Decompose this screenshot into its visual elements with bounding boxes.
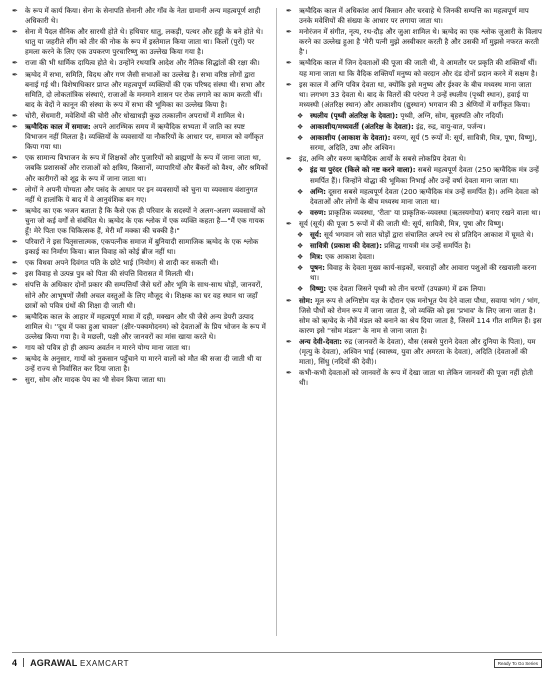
left-column [12, 6, 268, 638]
list-item [286, 154, 542, 164]
quill-bullet-icon: ✒ [12, 7, 18, 15]
sub-list-item-text: विष्णु: एक देवता जिसने पृथ्वी को तीन चरणों (उपक्रम) में ढक लिया। [310, 284, 486, 294]
quill-bullet-icon: ✒ [286, 59, 292, 68]
quill-bullet-icon: ✒ [12, 206, 18, 215]
sub-list-item [286, 263, 542, 283]
quill-bullet-icon: ✒ [12, 312, 18, 321]
list-item [12, 70, 268, 110]
sub-list-item [286, 133, 542, 153]
list-item-text: राजा की भी धार्मिक दायित्व होते थे। उन्होंने रथयात्रि आदेश और नैतिक सिद्धांतों की रक्षा की। [25, 58, 260, 68]
list-item-text: ऋग्वेद में सभा, समिति, विदथ और गण जैसी सभाओं का उल्लेख है। सभा वरिष्ठ लोगों द्वारा बनाई गई थी। विशेषाधिकार प्राप्त और महत्वपूर्ण व्यक्तियों की एक परिषद संस्था थी। सभा और समिति, दो लोकतांत्रिक संस्थाएं, राजाओं के मनमाने शासन पर रोक लगाने का काम करती थीं। बाद के वेदों ने कानून की संस्था के रूप में सभा की भूमिका का उल्लेख किया है। [25, 69, 265, 109]
list-item-text: एक विधवा अपने दिवंगत पति के छोटे भाई (नियोग) से शादी कर सकती थी। [25, 258, 219, 268]
list-item [286, 58, 542, 78]
quill-bullet-icon: ✒ [12, 154, 18, 163]
list-item-text: सेना में पैदल सैनिक और सारथी होते थे। हथियार धातु, लकड़ी, पत्थर और हड्डी के बने होते थे। धातु या जहरीले सींग को तीर की नोक के रूप में इस्तेमाल किया जाता था। किलों (पुरों) पर हमला करने के लिए एक उपकरण पुरचारिष्णु का उल्लेख किया गया है। [25, 27, 264, 57]
diamond-bullet-icon: ❖ [297, 187, 304, 196]
sub-list-item-text: मित्र: एक आकाश देवता। [310, 252, 375, 262]
diamond-bullet-icon: ❖ [297, 208, 304, 217]
quill-bullet-icon: ✒ [12, 28, 18, 37]
list-item-text: अन्य देवी-देवता: रुद्र (जानवरों के देवता), यौस (सबसे पुराने देवता और दुनिया के पिता), यम (मृत्यु के देवता), अश्विन भाई (स्वास्थ्य, युवा और अमरता के देवता), अदिति (देवताओं की माता), सिंधु (नदियों की देवी)। [299, 336, 536, 367]
quill-bullet-icon: ✒ [286, 219, 292, 228]
list-item-text: चोरी, सेंधमारी, मवेशियों की चोरी और धोखाधड़ी कुछ तत्कालीन अपराधों में शामिल थे। [25, 110, 245, 120]
sub-list-item [286, 208, 542, 218]
diamond-bullet-icon: ❖ [297, 123, 304, 132]
list-item [12, 280, 268, 310]
quill-bullet-icon: ✒ [286, 296, 292, 305]
quill-bullet-icon: ✒ [12, 270, 18, 279]
quill-bullet-icon: ✒ [286, 369, 292, 378]
list-item-text: ऋग्वेद के अनुसार, गायों को नुकसान पहुँचाने या मारने वालों को मौत की सजा दी जाती थी या उन्हें राज्य से निर्वासित कर दिया जाता है। [25, 354, 262, 374]
list-item-text: लोगों ने अपनी योग्यता और पसंद के आधार पर इन व्यवसायों को चुना या व्यवसाय वंशानुगत नहीं थे हालांकि ये बाद में वे आनुवंशिक बन गए। [25, 184, 258, 204]
quill-bullet-icon: ✒ [286, 28, 292, 37]
list-item [12, 122, 268, 152]
quill-bullet-icon: ✒ [12, 259, 18, 268]
list-item-text: मनोरंजन में संगीत, नृत्य, रथ-दौड़ और जुआ शामिल थे। ऋग्वेद का एक श्लोक जुआरी के विलाप करने का उल्लेख हुआ है 'मेरी पत्नी मुझे अस्वीकार करती है और उसकी माँ मुझसे नफरत करती है'। [299, 27, 542, 57]
list-item-text: ऋग्वैदिक काल में अधिकांश आर्य किसान और चरवाहे थे जिनकी सम्पत्ति का महत्वपूर्ण माप उनके मवेशियों की संख्या के आधार पर लगाया जाता था। [299, 6, 529, 26]
list-item [12, 312, 268, 342]
list-item-text: संपत्ति के अधिकार दोनों प्रकार की सम्पत्तियाँ जैसे घरों और भूमि के साथ-साथ घोड़ों, जानवरों, सोने और आभूषणों जैसी अचल वस्तुओं के लिए मौजूद थे। शिक्षक का घर वह स्थान था जहाँ छात्रों को पवित्र ग्रंथों की शिक्षा दी जाती थी। [25, 280, 263, 310]
list-item [12, 185, 268, 205]
sub-list-item [286, 284, 542, 294]
sub-list-item [286, 187, 542, 207]
list-item [286, 296, 542, 336]
list-item-text: सोम: मूल रूप से अग्निष्टोम यज्ञ के दौरान एक मनोभूत पेय देने वाला पौधा, सवाया भांग / भांग, जिसे पौधों को रोमन रूप में जाना जाता है, जो व्यक्ति को इस 'प्रभाव' के लिए जाना जाता है। सोम को ऋग्वेद के नौवें मंडल को बनाने का श्रेय दिया जाता है, जिसमें 114 गीत शामिल हैं। इस कारण इसे ''सोम मंडल'' के नाम से जाना जाता है। [299, 295, 542, 335]
list-item-text: ऋग्वैदिक काल में जिन देवताओं की पूजा की जाती थी, वे आमतौर पर प्रकृति की शक्तियाँ थीं। यह माना जाता था कि वैदिक शक्तियाँ मनुष्य को वरदान और दंड दोनों प्रदान करने में सक्षम है। [299, 58, 538, 78]
list-item [286, 80, 542, 110]
quill-bullet-icon: ✒ [12, 185, 18, 194]
quill-bullet-icon: ✒ [12, 355, 18, 364]
diamond-bullet-icon: ❖ [297, 111, 304, 120]
list-item-text: इस काल में अग्नि पवित्र देवता था, क्योंकि इसे मनुष्य और ईश्वर के बीच मध्यस्थ माना जाता था। लगभग 33 देवता थे। बाद के वितरों की परंपरा ने उन्हें स्थलीय (पृथ्वी स्थान), हवाई या मध्यस्थी (अंतरिक्ष स्थान) और आकाशीय (द्युस्थान) भगवान की 3 श्रेणियों में वर्गीकृत किया। [299, 79, 532, 109]
sub-list-item-text: अग्नि: दूसरा सबसे महत्वपूर्ण देवता (200 ऋग्वैदिक मंत्र उन्हें समर्पित है)। अग्नि देवता को देवताओं और लोगों के बीच मध्यस्थ माना जाता था। [310, 186, 539, 206]
list-item [286, 6, 542, 26]
footer-separator: | [22, 658, 26, 668]
list-item-text: परिवारों ने इस पितृसत्तात्मक, एकपत्नीक समाज में बुनियादी सामाजिक ऋग्वेद के एक श्लोक इकाई का निर्माण किया। बाल विवाह को कोई ब्रीज नहीं था। [25, 237, 259, 257]
quill-bullet-icon: ✒ [12, 111, 18, 120]
list-item-text: गाय को पवित्र हो ही अघन्य अवर्तन न मारने योग्य माना जाता था। [25, 343, 191, 352]
diamond-bullet-icon: ❖ [297, 166, 304, 175]
column-divider [276, 8, 277, 636]
list-item [12, 153, 268, 183]
list-item-text: ऋग्वैदिक काल में समाज: अपने आरम्भिक समय में ऋग्वैदिक सभ्यता में जाति का स्पष्ट विभाजन नहीं मिलता है। व्यक्तियों के व्यवसायों या नौकरियों के आधार पर, समाज को वर्गीकृत किया गया था। [25, 122, 264, 152]
list-item-text: के रूप में कार्य किया। सेना के सेनापति सेनानी और गाँव के नेता ग्रामानी अन्य महत्वपूर्ण शाही अधिकारी थे। [25, 6, 261, 26]
sub-list-item-text: इंद्र या पुरंदर (किले को नष्ट करने वाला): सबसे महत्वपूर्ण देवता (250 ऋग्वैदिक मंत्र उन्हें समर्पित हैं)। जिन्होंने योद्धा की भूमिका निभाई और उन्हें वर्षा देवता माना जाता था। [310, 165, 539, 185]
diamond-bullet-icon: ❖ [297, 242, 304, 251]
list-item-text: इंद्र, अग्नि और वरुण ऋग्वैदिक आर्यों के सबसे लोकप्रिय देवता थे। [299, 154, 466, 164]
list-item [12, 375, 268, 385]
page-footer [12, 656, 542, 670]
list-item [12, 354, 268, 374]
diamond-bullet-icon: ❖ [297, 264, 304, 273]
list-item [12, 111, 268, 121]
sub-list-item-text: सूर्य: सूर्य भगवान जो सात घोड़ों द्वारा संचालित अपने रथ से प्रतिदिन आकाश में घूमते थे। [310, 229, 534, 239]
publisher-logo [30, 658, 129, 668]
brand-mark: EXAMCART [80, 659, 130, 668]
quill-bullet-icon: ✒ [12, 281, 18, 290]
series-stamp: Ready To Go Series [494, 659, 542, 668]
right-column [286, 6, 542, 638]
list-item-text: सूर्य (सूर्य) की पूजा 5 रूपों में की जाती थी: सूर्य, सावित्री, मित्र, पूषा और विष्णु। [299, 218, 504, 228]
quill-bullet-icon: ✒ [286, 155, 292, 164]
sub-list-item [286, 165, 542, 185]
list-item-text: सुरा, सोम और मादक पेय का भी सेवन किया जाता था। [25, 375, 166, 385]
quill-bullet-icon: ✒ [12, 344, 18, 352]
sub-list-item [286, 122, 542, 132]
sub-list-item [286, 230, 542, 240]
sub-list-item [286, 241, 542, 251]
diamond-bullet-icon: ❖ [297, 285, 304, 294]
list-item-text: इस विवाह से उत्पन्न पुत्र को पिता की संपत्ति विरासत में मिलती थी। [25, 269, 194, 279]
footer-rule [12, 652, 542, 653]
quill-bullet-icon: ✒ [286, 337, 292, 346]
sub-list-item-text: आकाशीय (आकाश के देवता): वरुण, सूर्य (5 रूपों में: सूर्य, सावित्री, मित्र, पूषा, विष्णु), सरमा, अदिति, उषा और अश्विन। [310, 133, 538, 153]
page-number: 4 [12, 658, 18, 668]
quill-bullet-icon: ✒ [286, 80, 292, 89]
sub-list-item-text: वरुण: प्राकृतिक व्यवस्था, 'रीता' या प्राकृतिक-व्यवस्था (ऋतस्यगोपा) बनाए रखने वाला था। [310, 207, 541, 217]
sub-list-item-text: आकाशीय/मध्यवर्ती (अंतरिक्ष के देवता): इंद्र, रुद्र, वायु-वात, पर्जन्य। [310, 122, 486, 132]
quill-bullet-icon: ✒ [12, 59, 18, 68]
list-item-text: ऋग्वैदिक काल के आहार में महत्वपूर्ण मात्रा में दही, मक्खन और घी जैसे अन्य डेयरी उत्पाद शामिल थे। ''दूध में पका हुआ चावल' (क्षीर-पक्वमोदनम) को देवताओं के प्रिय भोजन के रूप में उल्लेख किया गया है। वे मछली, पक्षी और जानवरों का मांस खाया करते थे। [25, 311, 266, 341]
brand-main: AGRAWAL [30, 658, 78, 668]
quill-bullet-icon: ✒ [12, 70, 18, 79]
quill-bullet-icon: ✒ [12, 376, 18, 385]
list-item [286, 27, 542, 57]
list-item [12, 58, 268, 68]
sub-list-item-text: स्थलीय (पृथ्वी अंतरिक्ष के देवता): पृथ्वी, अग्नि, सोम, बृहस्पति और नदियाँ। [310, 110, 504, 120]
list-item [286, 219, 542, 229]
diamond-bullet-icon: ❖ [297, 230, 304, 239]
list-item [12, 343, 268, 353]
sub-list-item-text: सावित्री (प्रकाश की देवता): प्रसिद्ध गायत्री मंत्र उन्हें समर्पित है। [310, 241, 471, 251]
list-item-text: एक सामान्य विभाजन के रूप में शिक्षकों और पुजारियों को ब्राह्मणों के रूप में जाना जाता था, जबकि प्रशासकों और राजाओं को क्षत्रिय, किसानों, व्यापारियों और बैंकरों को वैश्य, और श्रमिकों और कारीगरों को शूद्र के रूप में जाना जाता था। [25, 153, 268, 183]
diamond-bullet-icon: ❖ [297, 253, 304, 262]
list-item [12, 6, 268, 26]
diamond-bullet-icon: ❖ [297, 134, 304, 143]
sub-list-item [286, 111, 542, 121]
list-item-text: ऋग्वेद का एक भजन बताता है कि कैसे एक ही परिवार के सदस्यों ने अलग-अलग व्यवसायों को चुना जो कई वर्गों से संबंधित थे। ऋग्वेद के एक श्लोक में एक व्यक्ति कहता है—"मैं एक गायक हूँ! मेरे पिता एक चिकित्सक हैं, मेरी माँ मक्का की चक्की है।" [25, 205, 266, 235]
sub-list-item-text: पूषन: विवाह के देवता मुख्य कार्य-सड़कों, चरवाहों और आवारा पशुओं की रखवाली करना था। [310, 263, 537, 283]
sub-list-item [286, 252, 542, 262]
quill-bullet-icon: ✒ [286, 7, 292, 15]
list-item [12, 237, 268, 257]
list-item [12, 206, 268, 236]
list-item [286, 337, 542, 367]
list-item [12, 258, 268, 268]
quill-bullet-icon: ✒ [12, 123, 18, 132]
list-item [12, 269, 268, 279]
list-item-text: कभी-कभी देवताओं को जानवरों के रूप में देखा जाता था लेकिन जानवरों की पूजा नहीं होती थी। [299, 368, 533, 388]
quill-bullet-icon: ✒ [12, 238, 18, 247]
list-item [12, 27, 268, 57]
list-item [286, 368, 542, 388]
